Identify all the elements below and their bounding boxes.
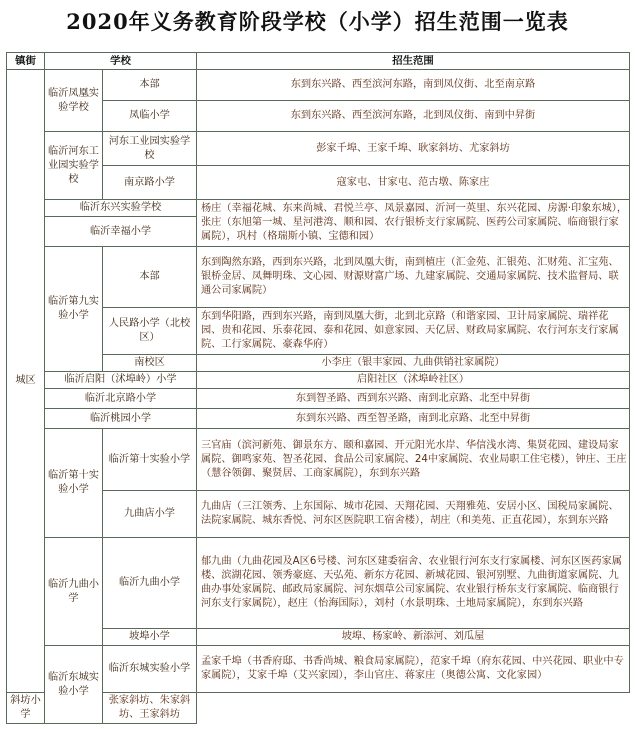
campus-name: 九曲店小学 [103,491,197,538]
school-name: 临沂凤凰实验学校 [45,70,103,132]
zone-text: 东到东兴路、西至滨河东路，南到凤仪街、北至南京路 [197,70,630,101]
zone-text: 启阳社区（沭埠岭社区） [197,372,630,389]
school-name: 临沂河东工业园实验学校 [45,132,103,200]
school-name: 临沂第九实验小学 [45,247,103,372]
zone-text: 东到东兴路、西至滨河东路，北到凤仪街、南到中昇街 [197,101,630,132]
campus-name: 坡埠小学 [103,629,197,646]
zone-text: 东到陶然东路，西到东兴路，北到凤凰大街，南到植庄（汇金苑、汇银苑、汇财苑、汇宝苑、银桥金居、凤舞明珠、文心园、财源财富广场、九建家属院、交通局家属院、技术监督局、联通公司家属院） [197,247,630,308]
zone-text: 小李庄（银丰家园、九曲供销社家属院） [197,355,630,372]
school-name: 临沂第十实验小学 [45,429,103,538]
table-row [7,200,630,217]
zone-text: 郁九曲（九曲花园及A区6号楼、河东区建委宿舍、农业银行河东支行家属楼、河东区医药家属楼、滨湖花园、领秀豪庭、天弘苑、新东方花园、新城花园、银河别墅、九曲街道家属院、九曲办事处家属院、邮政局家属院、河东烟草公司家属院、农业银行桥东支行家属院、临商银行河东支行家属院），赵庄（怡海国际），刘村（水景明珠、土地局家属院），东到东兴路 [197,538,630,629]
table-row [7,538,630,629]
table-row [7,372,630,389]
header-school: 学校 [45,53,197,70]
campus-name: 本部 [103,247,197,308]
zone-text: 彭家千埠、王家千埠、耿家斜坊、尤家斜坊 [197,132,630,166]
zone-text: 东到智圣路、西到东兴路、南到北京路、北至中昇街 [197,389,630,409]
table-row [7,132,630,166]
campus-name: 南京路小学 [103,166,197,200]
table-row [7,70,630,101]
school-name: 临沂启阳（沭埠岭）小学 [45,372,197,389]
page-title: 2020年义务教育阶段学校（小学）招生范围一览表 [66,9,569,34]
school-name: 临沂九曲小学 [45,538,103,646]
zone-text: 杨庄（幸福花城、东来尚城、君悦兰亭、凤景嘉园、沂河一英里、东兴花园、房源·印象东城），张庄（东旭第一城、星河港湾、顺和园、农行银桥支行家属院、医药公司家属院、临商银行家属院），巩村（格瑞斯小镇、宝德和园） [197,200,630,247]
zone-text: 东到华阳路，西到东兴路，南到凤凰大街，北到北京路（和谐家园、卫计局家属院、瑞祥花园、贵和花园、乐泰花园、泰和花园、如意家园、天亿居、财政局家属院、农行河东支行家属院、工行家属院、豪森华府） [197,308,630,355]
zone-text: 三官庙（滨河新苑、御景东方、颐和嘉园、开元阳光水岸、华信浅水湾、集贤花园、建设局家属院、御鸣家苑、智圣花园、食品公司家属院、24中家属院、农业局职工住宅楼），钟庄、王庄（慧谷领御、聚贤居、工商家属院），东到东兴路 [197,429,630,491]
school-name: 临沂幸福小学 [45,217,197,247]
school-name: 临沂东城实验小学 [45,646,103,724]
campus-name: 临沂东城实验小学 [103,646,197,693]
table-row [7,646,630,693]
zone-text: 九曲店（三江领秀、上东国际、城市花园、天翔花园、天翔雅苑、安居小区、国税局家属院、法院家属院、城东香悦、河东区医院职工宿舍楼），胡庄（和美苑、正直花园），东到东兴路 [197,491,630,538]
town-cell: 城区 [7,70,45,693]
campus-name: 本部 [103,70,197,101]
campus-name: 南校区 [103,355,197,372]
zone-text: 孟家千埠（书香府邸、书香尚城、粮食局家属院），范家千埠（府东花园、中兴花园、职业中专家属院），艾家千埠（艾兴家园），李山官庄、蒋家庄（奥德公寓、文化家园） [197,646,630,693]
campus-name: 人民路小学（北校区） [103,308,197,355]
table-row [7,409,630,429]
enrollment-table [6,52,630,724]
campus-name: 临沂第十实验小学 [103,429,197,491]
header-town: 镇街 [7,53,45,70]
zone-text: 坡埠、杨家岭、新添河、刘瓜屋 [197,629,630,646]
table-row [7,429,630,491]
school-name: 临沂东兴实验学校 [45,200,197,217]
campus-name: 斜坊小学 [7,693,45,724]
table-header-row [7,53,630,70]
school-name: 临沂北京路小学 [45,389,197,409]
table-row [7,247,630,308]
campus-name: 凤临小学 [103,101,197,132]
table-row [7,389,630,409]
campus-name: 河东工业园实验学校 [103,132,197,166]
zone-text: 东到东兴路、西至智圣路，南到北京路、北至中昇街 [197,409,630,429]
school-name: 临沂桃园小学 [45,409,197,429]
header-zone: 招生范围 [197,53,630,70]
campus-name: 临沂九曲小学 [103,538,197,629]
zone-text: 寇家屯、甘家屯、范古墩、陈家庄 [197,166,630,200]
zone-text: 张家斜坊、朱家斜坊、王家斜坊 [103,693,197,724]
